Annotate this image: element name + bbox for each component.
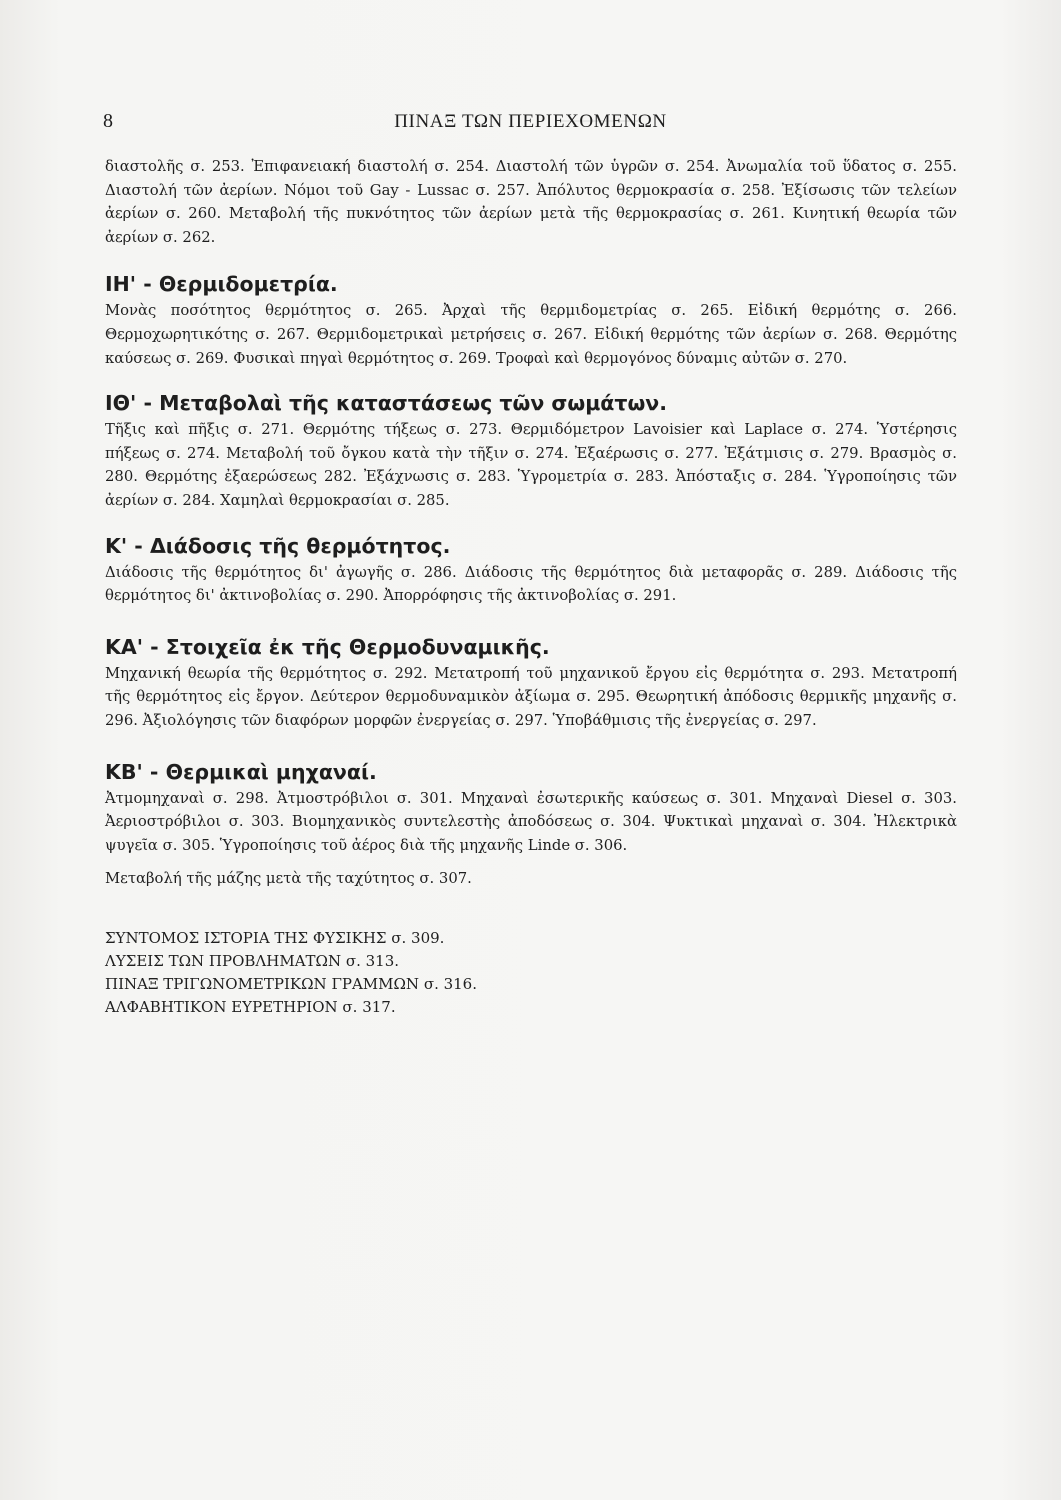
page-title: ΠΙΝΑΞ ΤΩΝ ΠΕΡΙΕΧΟΜΕΝΩΝ: [394, 111, 667, 132]
appendix-list: [105, 927, 957, 1019]
section-body-ka: Μηχανική θεωρία τῆς θερμότητος σ. 292. Μετατροπή τοῦ μηχανικοῦ ἔργου εἰς θερμότητα σ. 293. Μετατροπή τῆς θερμότητος εἰς ἔργον. Δεύτερον θερμοδυναμικὸν ἀξίωμα σ. 295. Θεωρητική ἀπόδοσις θερμικῆς μηχανῆς σ. 296. Ἀξιολόγησις τῶν διαφόρων μορφῶν ἐνεργείας σ. 297. Ὑποβάθμισις τῆς ἐνεργείας σ. 297.: [105, 664, 957, 729]
appendix-item-trig-tables: ΠΙΝΑΞ ΤΡΙΓΩΝΟΜΕΤΡΙΚΩΝ ΓΡΑΜΜΩΝ σ. 316.: [105, 974, 477, 993]
section-title-ih: ΙΗ' - Θερμιδομετρία.: [105, 272, 338, 297]
table-of-contents: [105, 155, 957, 1019]
section-title-ka: ΚΑ' - Στοιχεῖα ἐκ τῆς Θερμοδυναμικῆς.: [105, 634, 550, 659]
section-title-k: Κ' - Διάδοσις τῆς θερμότητος.: [105, 533, 451, 558]
section-body-ith: Τῆξις καὶ πῆξις σ. 271. Θερμότης τήξεως σ. 273. Θερμιδόμετρον Lavoisier καὶ Laplace σ. 274. Ὑστέρησις πήξεως σ. 274. Μεταβολή τοῦ ὄγκου κατὰ τὴν τῆξιν σ. 274. Ἐξαέρωσις σ. 277. Ἐξάτμισις σ. 279. Βρασμὸς σ. 280. Θερμότης ἐξαερώσεως 282. Ἐξάχνωσις σ. 283. Ὑγρομετρία σ. 283. Ἀπόσταξις σ. 284. Ὑγροποίησις τῶν ἀερίων σ. 284. Χαμηλαὶ θερμοκρασίαι σ. 285.: [105, 421, 957, 509]
appendix-item-solutions: ΛΥΣΕΙΣ ΤΩΝ ΠΡΟΒΛΗΜΑΤΩΝ σ. 313.: [105, 951, 400, 970]
page-number: 8: [103, 110, 113, 132]
appendix-item-index: ΑΛΦΑΒΗΤΙΚΟΝ ΕΥΡΕΤΗΡΙΟΝ σ. 317.: [105, 997, 396, 1016]
section-title-kb: ΚΒ' - Θερμικαὶ μηχαναί.: [105, 759, 377, 784]
running-head: [103, 110, 958, 136]
section-title-ith: ΙΘ' - Μεταβολαὶ τῆς καταστάσεως τῶν σωμάτων.: [105, 391, 668, 416]
section-body-ih: Μονὰς ποσότητος θερμότητος σ. 265. Ἀρχαὶ τῆς θερμιδομετρίας σ. 265. Εἰδική θερμότης σ. 266. Θερμοχωρητικότης σ. 267. Θερμιδομετρικαὶ μετρήσεις σ. 267. Εἰδική θερμότης τῶν ἀερίων σ. 268. Θερμότης καύσεως σ. 269. Φυσικαὶ πηγαὶ θερμότητος σ. 269. Τροφαὶ καὶ θερμογόνος δύναμις αὐτῶν σ. 270.: [105, 302, 957, 367]
intro-paragraph: διαστολῆς σ. 253. Ἐπιφανειακή διαστολή σ. 254. Διαστολή τῶν ὑγρῶν σ. 254. Ἀνωμαλία τοῦ ὕδατος σ. 255. Διαστολή τῶν ἀερίων. Νόμοι τοῦ Gay - Lussac σ. 257. Ἀπόλυτος θερμοκρασία σ. 258. Ἐξίσωσις τῶν τελείων ἀερίων σ. 260. Μεταβολή τῆς πυκνότητος τῶν ἀερίων μετὰ τῆς θερμοκρασίας σ. 261. Κινητική θεωρία τῶν ἀερίων σ. 262.: [105, 158, 957, 246]
section-body-kb: Ἀτμομηχαναὶ σ. 298. Ἀτμοστρόβιλοι σ. 301. Μηχαναὶ ἐσωτερικῆς καύσεως σ. 301. Μηχαναὶ Diesel σ. 303. Ἀεριοστρόβιλοι σ. 303. Βιομηχανικὸς συντελεστὴς ἀποδόσεως σ. 304. Ψυκτικαὶ μηχαναὶ σ. 304. Ἠλεκτρικὰ ψυγεῖα σ. 305. Ὑγροποίησις τοῦ ἀέρος διὰ τῆς μηχανῆς Linde σ. 306.: [105, 789, 957, 854]
section-body-k: Διάδοσις τῆς θερμότητος δι' ἀγωγῆς σ. 286. Διάδοσις τῆς θερμότητος διὰ μεταφορᾶς σ. 289. Διάδοσις τῆς θερμότητος δι' ἀκτινοβολίας σ. 290. Ἀπορρόφησις τῆς ἀκτινοβολίας σ. 291.: [105, 563, 957, 605]
appendix-item-history: ΣΥΝΤΟΜΟΣ ΙΣΤΟΡΙΑ ΤΗΣ ΦΥΣΙΚΗΣ σ. 309.: [105, 928, 445, 947]
section-extra-kb: Μεταβολή τῆς μάζης μετὰ τῆς ταχύτητος σ. 307.: [105, 870, 472, 888]
